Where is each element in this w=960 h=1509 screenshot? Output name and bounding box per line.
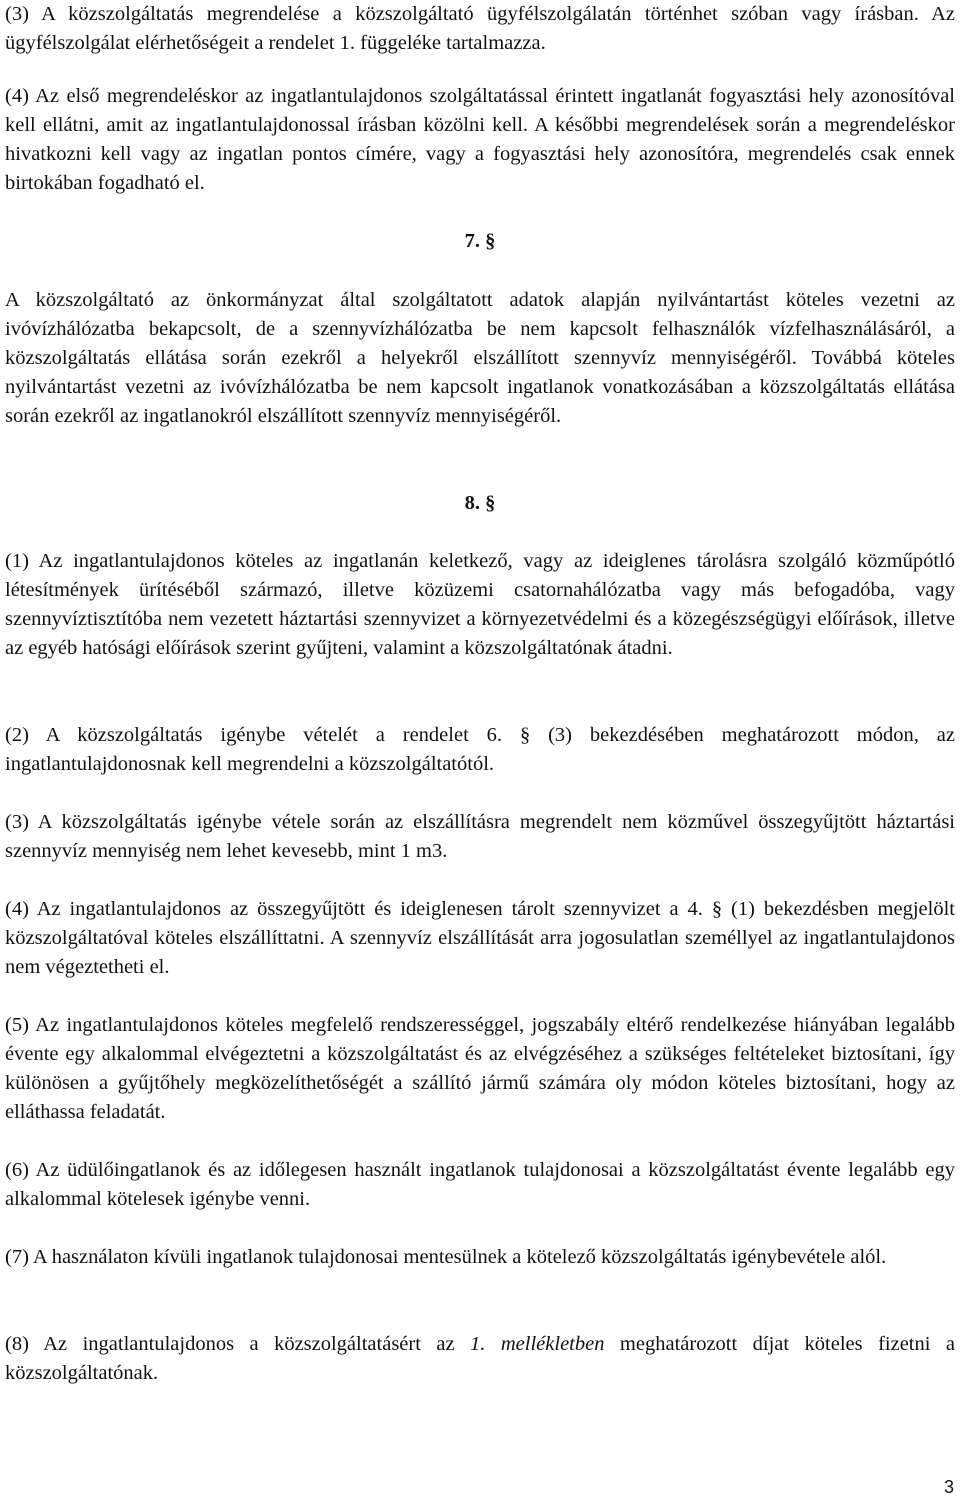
paragraph-8-5: (5) Az ingatlantulajdonos köteles megfelelő rendszerességgel, jogszabály eltérő rendelkezése hiányában legalább évente egy alkalommal elvégeztetni a közszolgáltatást és az elvégzéséhez a szükséges feltételeket biztosítani, így különösen a gyűjtőhely megközelíthetőségét a szállító jármű számára oly módon köteles biztosítani, hogy az elláthassa feladatát. (5, 1014, 955, 1123)
paragraph-8-2: (2) A közszolgáltatás igénybe vételét a rendelet 6. § (3) bekezdésében meghatározott módon, az ingatlantulajdonosnak kell megrendelni a közszolgáltatótól. (5, 724, 955, 775)
section-heading-7: 7. § (464, 230, 496, 252)
paragraph-8-8 (5, 1330, 955, 1388)
paragraph-6-4: (4) Az első megrendeléskor az ingatlantulajdonos szolgáltatással érintett ingatlanát fogyasztási hely azonosítóval kell ellátni, amit az ingatlantulajdonossal írásban közölni kell. A későbbi megrendelések során a megrendeléskor hivatkozni kell vagy az ingatlan pontos címére, vagy a fogyasztási hely azonosítóra, megrendelés csak ennek birtokában fogadható el. (5, 85, 955, 194)
paragraph-8-7: (7) A használaton kívüli ingatlanok tulajdonosai mentesülnek a kötelező közszolgáltatás igénybevétele alól. (5, 1246, 887, 1268)
paragraph-7-1: A közszolgáltató az önkormányzat által szolgáltatott adatok alapján nyilvántartást köteles vezetni az ivóvízhálózatba bekapcsolt, de a szennyvízhálózatba be nem kapcsolt felhasználók vízfelhasználásáról, a közszolgáltatás ellátása során ezekről a helyekről elszállított szennyvíz mennyiségéről. Továbbá köteles nyilvántartást vezetni az ivóvízhálózatba be nem kapcsolt ingatlanok vonatkozásában a közszolgáltatás ellátása során ezekről az ingatlanokról elszállított szennyvíz mennyiségéről. (5, 289, 955, 427)
paragraph-8-1: (1) Az ingatlantulajdonos köteles az ingatlanán keletkező, vagy az ideiglenes tárolásra szolgáló közműpótló létesítmények ürítéséből származó, illetve közüzemi csatornahálózatba vagy más befogadóba, vagy szennyvíztisztítóba nem vezetett háztartási szennyvizet a környezetvédelmi és a közegészségügyi előírások, illetve az egyéb hatósági előírások szerint gyűjteni, valamint a közszolgáltatónak átadni. (5, 550, 955, 659)
paragraph-6-3: (3) A közszolgáltatás megrendelése a közszolgáltató ügyfélszolgálatán történhet szóban vagy írásban. Az ügyfélszolgálat elérhetőségeit a rendelet 1. függeléke tartalmazza. (5, 3, 955, 54)
paragraph-8-6: (6) Az üdülőingatlanok és az időlegesen használt ingatlanok tulajdonosai a közszolgáltatást évente legalább egy alkalommal kötelesek igénybe venni. (5, 1159, 955, 1210)
paragraph-8-3: (3) A közszolgáltatás igénybe vétele során az elszállításra megrendelt nem közművel összegyűjtött háztartási szennyvíz mennyiség nem lehet kevesebb, mint 1 m3. (5, 811, 955, 862)
annex-reference: 1. mellékletben (470, 1333, 605, 1355)
paragraph-8-8-text-end: meghatározott díjat köteles fizetni a közszolgáltatónak. (5, 1333, 955, 1384)
section-heading-8: 8. § (464, 492, 496, 514)
paragraph-8-8-text-start: (8) Az ingatlantulajdonos a közszolgáltatásért az (5, 1333, 471, 1355)
page-number: 3 (943, 1477, 954, 1497)
paragraph-8-4: (4) Az ingatlantulajdonos az összegyűjtött és ideiglenesen tárolt szennyvizet a 4. § (1) bekezdésben megjelölt közszolgáltatóval köteles elszállíttatni. A szennyvíz elszállítását arra jogosulatlan személlyel az ingatlantulajdonos nem végeztetheti el. (5, 898, 955, 978)
